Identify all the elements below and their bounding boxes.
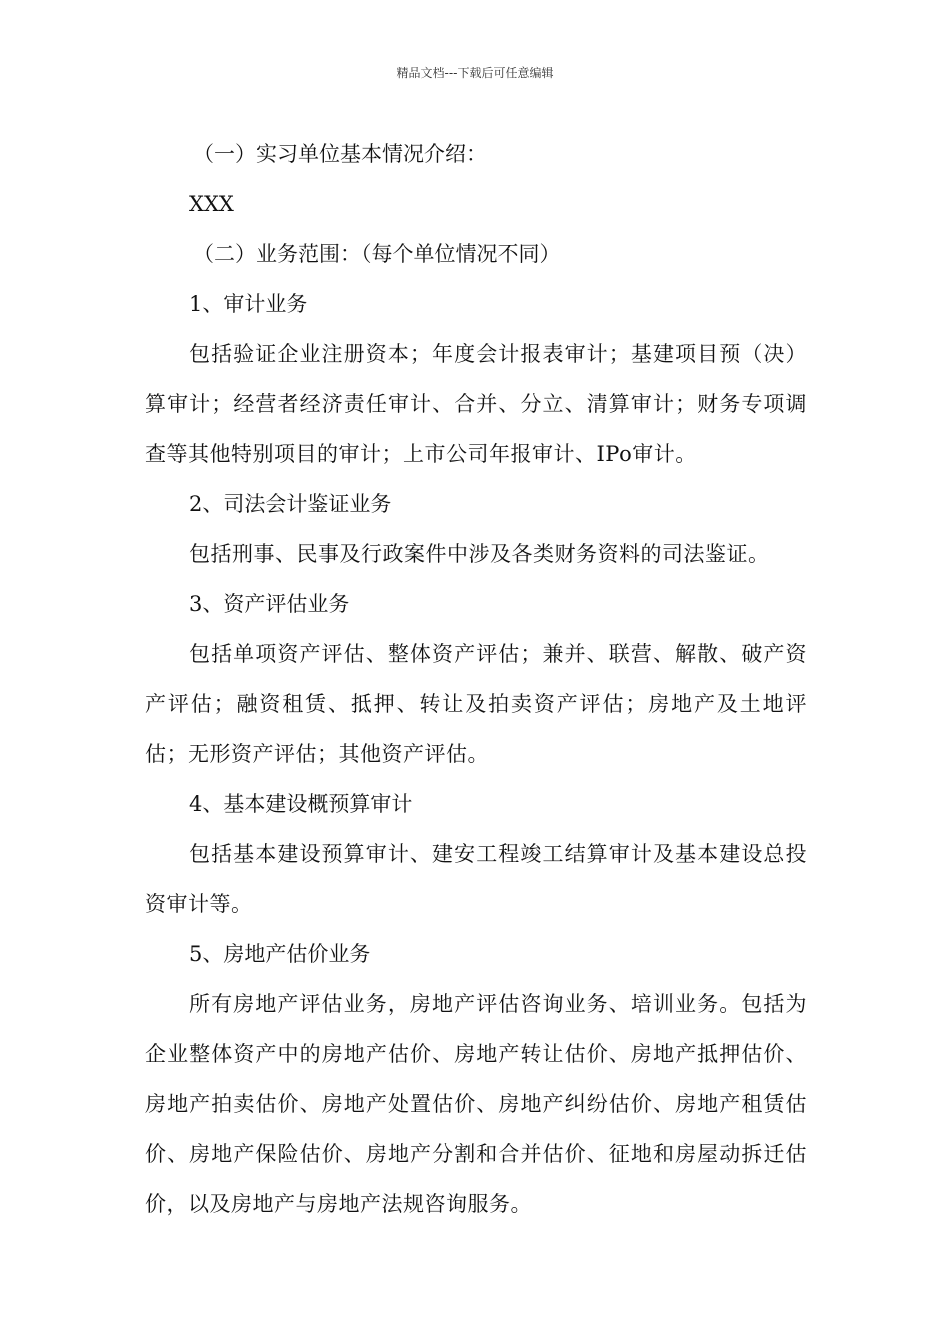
document-body xyxy=(145,129,807,1229)
item-4-text: 包括基本建设预算审计、建安工程竣工结算审计及基本建设总投资审计等。 xyxy=(145,842,807,916)
page-header: 精品文档---下载后可任意编辑 xyxy=(396,66,554,80)
item-3-text: 包括单项资产评估、整体资产评估；兼并、联营、解散、破产资产评估；融资租赁、抵押、转让及拍卖资产评估；房地产及土地评估；无形资产评估；其他资产评估。 xyxy=(145,642,807,766)
item-3-title: 3、资产评估业务 xyxy=(189,592,350,616)
section-1-title: （一）实习单位基本情况介绍： xyxy=(193,142,487,166)
item-2-text: 包括刑事、民事及行政案件中涉及各类财务资料的司法鉴证。 xyxy=(189,542,770,566)
item-5-title: 5、房地产估价业务 xyxy=(189,942,371,966)
section-2-title: （二）业务范围：（每个单位情况不同） xyxy=(193,242,561,266)
item-2-title: 2、司法会计鉴证业务 xyxy=(189,492,392,516)
item-5-text: 所有房地产评估业务，房地产评估咨询业务、培训业务。包括为企业整体资产中的房地产估价、房地产转让估价、房地产抵押估价、房地产拍卖估价、房地产处置估价、房地产纠纷估价、房地产租赁估价、房地产保险估价、房地产分割和合并估价、征地和房屋动拆迁估价，以及房地产与房地产法规咨询服务。 xyxy=(145,992,807,1216)
item-1-title: 1、审计业务 xyxy=(189,292,308,316)
item-1-text: 包括验证企业注册资本；年度会计报表审计；基建项目预（决）算审计；经营者经济责任审计、合并、分立、清算审计；财务专项调查等其他特别项目的审计；上市公司年报审计、IPo审计。 xyxy=(145,342,807,466)
section-1-value: XXX xyxy=(189,192,234,216)
item-4-title: 4、基本建设概预算审计 xyxy=(189,792,413,816)
